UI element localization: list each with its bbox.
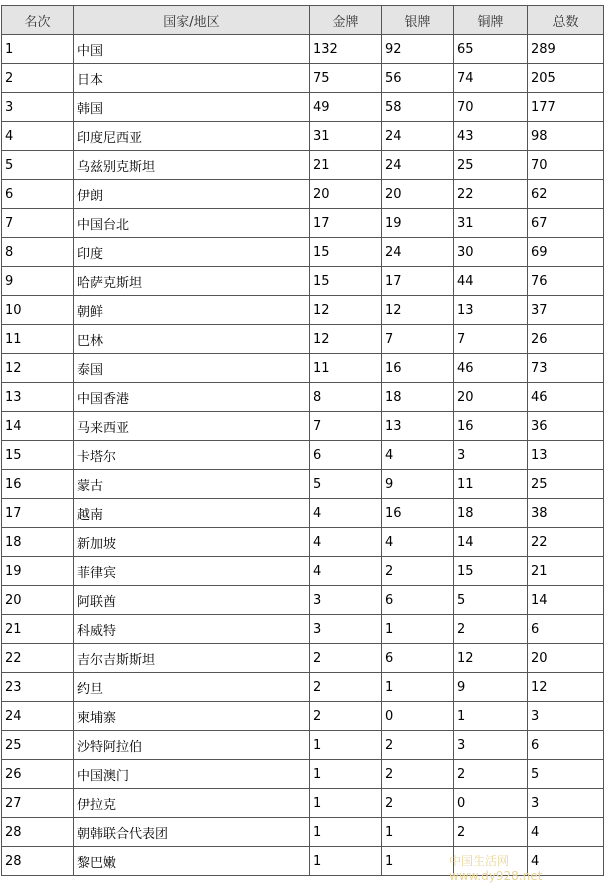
silver-cell: 1 — [382, 818, 454, 847]
rank-cell: 6 — [2, 180, 74, 209]
rank-cell: 10 — [2, 296, 74, 325]
total-cell: 13 — [528, 441, 604, 470]
bronze-cell: 16 — [454, 412, 528, 441]
total-cell: 98 — [528, 122, 604, 151]
rank-cell: 28 — [2, 847, 74, 876]
gold-cell: 20 — [310, 180, 382, 209]
gold-cell: 2 — [310, 673, 382, 702]
rank-cell: 14 — [2, 412, 74, 441]
total-cell: 22 — [528, 528, 604, 557]
total-cell: 289 — [528, 35, 604, 64]
table-row — [2, 673, 604, 702]
gold-cell: 49 — [310, 93, 382, 122]
silver-cell: 16 — [382, 354, 454, 383]
rank-cell: 15 — [2, 441, 74, 470]
table-row — [2, 35, 604, 64]
silver-cell: 19 — [382, 209, 454, 238]
table-row — [2, 122, 604, 151]
col-header-total: 总数 — [528, 6, 604, 35]
gold-cell: 6 — [310, 441, 382, 470]
table-row — [2, 789, 604, 818]
country-cell: 中国 — [74, 35, 310, 64]
gold-cell: 1 — [310, 818, 382, 847]
rank-cell: 2 — [2, 64, 74, 93]
silver-cell: 58 — [382, 93, 454, 122]
table-row — [2, 64, 604, 93]
total-cell: 73 — [528, 354, 604, 383]
rank-cell: 28 — [2, 818, 74, 847]
table-row — [2, 615, 604, 644]
table-row — [2, 731, 604, 760]
table-row — [2, 760, 604, 789]
rank-cell: 5 — [2, 151, 74, 180]
gold-cell: 2 — [310, 644, 382, 673]
country-cell: 印度 — [74, 238, 310, 267]
gold-cell: 21 — [310, 151, 382, 180]
gold-cell: 5 — [310, 470, 382, 499]
table-row — [2, 267, 604, 296]
rank-cell: 9 — [2, 267, 74, 296]
country-cell: 日本 — [74, 64, 310, 93]
table-row — [2, 296, 604, 325]
table-row — [2, 238, 604, 267]
silver-cell: 1 — [382, 847, 454, 876]
rank-cell: 1 — [2, 35, 74, 64]
silver-cell: 13 — [382, 412, 454, 441]
silver-cell: 20 — [382, 180, 454, 209]
country-cell: 卡塔尔 — [74, 441, 310, 470]
total-cell: 6 — [528, 615, 604, 644]
bronze-cell: 9 — [454, 673, 528, 702]
medal-table — [1, 5, 604, 876]
gold-cell: 4 — [310, 528, 382, 557]
rank-cell: 3 — [2, 93, 74, 122]
total-cell: 4 — [528, 818, 604, 847]
gold-cell: 1 — [310, 847, 382, 876]
rank-cell: 18 — [2, 528, 74, 557]
total-cell: 3 — [528, 702, 604, 731]
gold-cell: 7 — [310, 412, 382, 441]
bronze-cell: 30 — [454, 238, 528, 267]
total-cell: 5 — [528, 760, 604, 789]
silver-cell: 2 — [382, 557, 454, 586]
total-cell: 69 — [528, 238, 604, 267]
gold-cell: 4 — [310, 499, 382, 528]
table-row — [2, 151, 604, 180]
total-cell: 76 — [528, 267, 604, 296]
gold-cell: 11 — [310, 354, 382, 383]
country-cell: 巴林 — [74, 325, 310, 354]
gold-cell: 132 — [310, 35, 382, 64]
country-cell: 韩国 — [74, 93, 310, 122]
total-cell: 62 — [528, 180, 604, 209]
silver-cell: 4 — [382, 528, 454, 557]
gold-cell: 12 — [310, 325, 382, 354]
table-row — [2, 180, 604, 209]
total-cell: 38 — [528, 499, 604, 528]
silver-cell: 1 — [382, 673, 454, 702]
rank-cell: 21 — [2, 615, 74, 644]
total-cell: 4 — [528, 847, 604, 876]
table-row — [2, 528, 604, 557]
table-row — [2, 209, 604, 238]
total-cell: 67 — [528, 209, 604, 238]
country-cell: 黎巴嫩 — [74, 847, 310, 876]
table-body — [2, 35, 604, 876]
silver-cell: 6 — [382, 644, 454, 673]
country-cell: 印度尼西亚 — [74, 122, 310, 151]
rank-cell: 24 — [2, 702, 74, 731]
total-cell: 36 — [528, 412, 604, 441]
bronze-cell: 14 — [454, 528, 528, 557]
table-row — [2, 354, 604, 383]
bronze-cell: 46 — [454, 354, 528, 383]
total-cell: 12 — [528, 673, 604, 702]
header-row — [2, 6, 604, 35]
bronze-cell: 15 — [454, 557, 528, 586]
silver-cell: 56 — [382, 64, 454, 93]
total-cell: 46 — [528, 383, 604, 412]
bronze-cell: 18 — [454, 499, 528, 528]
total-cell: 14 — [528, 586, 604, 615]
col-header-silver: 银牌 — [382, 6, 454, 35]
silver-cell: 24 — [382, 238, 454, 267]
bronze-cell: 13 — [454, 296, 528, 325]
table-row — [2, 818, 604, 847]
country-cell: 伊朗 — [74, 180, 310, 209]
silver-cell: 1 — [382, 615, 454, 644]
country-cell: 菲律宾 — [74, 557, 310, 586]
country-cell: 新加坡 — [74, 528, 310, 557]
silver-cell: 7 — [382, 325, 454, 354]
bronze-cell: 2 — [454, 760, 528, 789]
country-cell: 泰国 — [74, 354, 310, 383]
rank-cell: 8 — [2, 238, 74, 267]
bronze-cell: 20 — [454, 383, 528, 412]
table-row — [2, 93, 604, 122]
rank-cell: 23 — [2, 673, 74, 702]
silver-cell: 9 — [382, 470, 454, 499]
bronze-cell: 1 — [454, 702, 528, 731]
country-cell: 越南 — [74, 499, 310, 528]
gold-cell: 1 — [310, 731, 382, 760]
col-header-country: 国家/地区 — [74, 6, 310, 35]
silver-cell: 16 — [382, 499, 454, 528]
total-cell: 26 — [528, 325, 604, 354]
bronze-cell: 31 — [454, 209, 528, 238]
gold-cell: 2 — [310, 702, 382, 731]
rank-cell: 17 — [2, 499, 74, 528]
country-cell: 科威特 — [74, 615, 310, 644]
rank-cell: 11 — [2, 325, 74, 354]
bronze-cell: 5 — [454, 586, 528, 615]
bronze-cell: 22 — [454, 180, 528, 209]
gold-cell: 75 — [310, 64, 382, 93]
silver-cell: 18 — [382, 383, 454, 412]
rank-cell: 26 — [2, 760, 74, 789]
bronze-cell: 3 — [454, 441, 528, 470]
silver-cell: 2 — [382, 731, 454, 760]
bronze-cell: 3 — [454, 731, 528, 760]
country-cell: 柬埔寨 — [74, 702, 310, 731]
gold-cell: 3 — [310, 586, 382, 615]
country-cell: 朝韩联合代表团 — [74, 818, 310, 847]
table-row — [2, 470, 604, 499]
bronze-cell: 65 — [454, 35, 528, 64]
bronze-cell: 7 — [454, 325, 528, 354]
country-cell: 马来西亚 — [74, 412, 310, 441]
rank-cell: 19 — [2, 557, 74, 586]
total-cell: 6 — [528, 731, 604, 760]
table-row — [2, 586, 604, 615]
rank-cell: 16 — [2, 470, 74, 499]
silver-cell: 92 — [382, 35, 454, 64]
gold-cell: 15 — [310, 267, 382, 296]
bronze-cell: 70 — [454, 93, 528, 122]
rank-cell: 7 — [2, 209, 74, 238]
gold-cell: 15 — [310, 238, 382, 267]
country-cell: 阿联酋 — [74, 586, 310, 615]
bronze-cell: 44 — [454, 267, 528, 296]
silver-cell: 4 — [382, 441, 454, 470]
gold-cell: 31 — [310, 122, 382, 151]
gold-cell: 1 — [310, 789, 382, 818]
silver-cell: 2 — [382, 789, 454, 818]
table-row — [2, 499, 604, 528]
rank-cell: 12 — [2, 354, 74, 383]
country-cell: 伊拉克 — [74, 789, 310, 818]
total-cell: 177 — [528, 93, 604, 122]
silver-cell: 24 — [382, 122, 454, 151]
total-cell: 21 — [528, 557, 604, 586]
rank-cell: 25 — [2, 731, 74, 760]
rank-cell: 20 — [2, 586, 74, 615]
table-row — [2, 644, 604, 673]
country-cell: 约旦 — [74, 673, 310, 702]
col-header-bronze: 铜牌 — [454, 6, 528, 35]
table-row — [2, 412, 604, 441]
col-header-gold: 金牌 — [310, 6, 382, 35]
total-cell: 70 — [528, 151, 604, 180]
bronze-cell: 25 — [454, 151, 528, 180]
gold-cell: 3 — [310, 615, 382, 644]
total-cell: 25 — [528, 470, 604, 499]
silver-cell: 2 — [382, 760, 454, 789]
silver-cell: 6 — [382, 586, 454, 615]
bronze-cell: 2 — [454, 615, 528, 644]
rank-cell: 22 — [2, 644, 74, 673]
country-cell: 中国澳门 — [74, 760, 310, 789]
gold-cell: 4 — [310, 557, 382, 586]
table-row — [2, 325, 604, 354]
gold-cell: 8 — [310, 383, 382, 412]
silver-cell: 12 — [382, 296, 454, 325]
bronze-cell: 11 — [454, 470, 528, 499]
table-row — [2, 441, 604, 470]
bronze-cell: 12 — [454, 644, 528, 673]
total-cell: 3 — [528, 789, 604, 818]
country-cell: 乌兹别克斯坦 — [74, 151, 310, 180]
bronze-cell: 0 — [454, 789, 528, 818]
rank-cell: 4 — [2, 122, 74, 151]
country-cell: 哈萨克斯坦 — [74, 267, 310, 296]
col-header-rank: 名次 — [2, 6, 74, 35]
table-row — [2, 557, 604, 586]
country-cell: 朝鲜 — [74, 296, 310, 325]
total-cell: 20 — [528, 644, 604, 673]
table-row — [2, 702, 604, 731]
silver-cell: 24 — [382, 151, 454, 180]
bronze-cell: 43 — [454, 122, 528, 151]
gold-cell: 1 — [310, 760, 382, 789]
rank-cell: 27 — [2, 789, 74, 818]
rank-cell: 13 — [2, 383, 74, 412]
bronze-cell: 74 — [454, 64, 528, 93]
country-cell: 中国台北 — [74, 209, 310, 238]
total-cell: 37 — [528, 296, 604, 325]
gold-cell: 17 — [310, 209, 382, 238]
country-cell: 沙特阿拉伯 — [74, 731, 310, 760]
country-cell: 蒙古 — [74, 470, 310, 499]
country-cell: 中国香港 — [74, 383, 310, 412]
gold-cell: 12 — [310, 296, 382, 325]
total-cell: 205 — [528, 64, 604, 93]
country-cell: 吉尔吉斯斯坦 — [74, 644, 310, 673]
silver-cell: 17 — [382, 267, 454, 296]
watermark: 中国生活网 www.dy928.net — [449, 854, 543, 883]
silver-cell: 0 — [382, 702, 454, 731]
bronze-cell: 2 — [454, 818, 528, 847]
table-row — [2, 383, 604, 412]
